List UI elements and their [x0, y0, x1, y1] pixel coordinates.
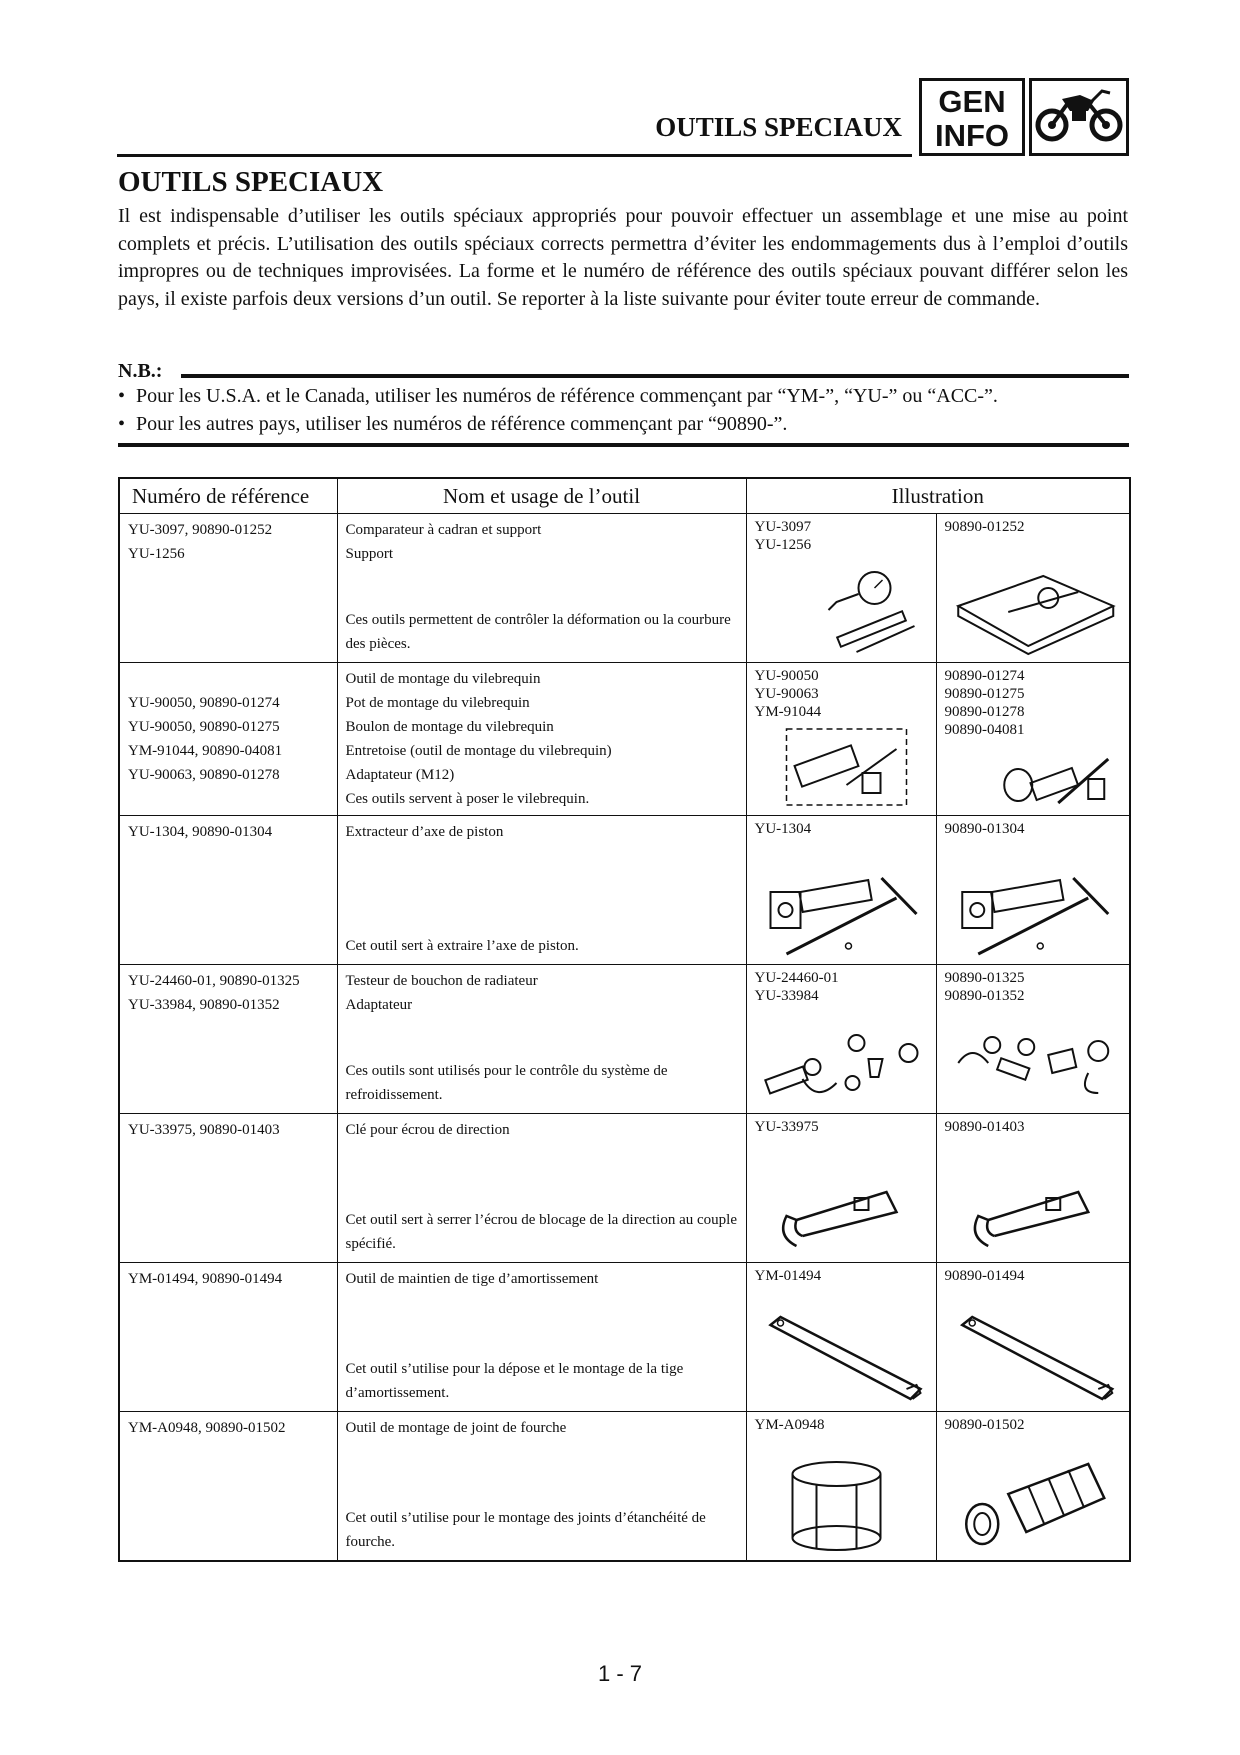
ref-number: YU-3097, 90890-01252	[128, 522, 273, 538]
motorcycle-icon	[1032, 81, 1126, 153]
ref-cell	[119, 965, 337, 1114]
tool-name: Clé pour écrou de direction	[345, 1122, 510, 1138]
illustration-cell	[936, 816, 1130, 965]
tool-usage: Cet outil sert à serrer l’écrou de blocage de la direction au couple spécifié.	[345, 1212, 737, 1252]
badge-line1: GEN	[938, 84, 1006, 119]
tool-name: Testeur de bouchon de radiateur	[345, 973, 538, 989]
tool-name: Support	[345, 546, 394, 562]
dial-gauge-icon	[753, 566, 930, 656]
header-title: OUTILS SPECIAUX	[655, 112, 902, 142]
ref-number: YM-91044, 90890-04081	[128, 743, 283, 759]
illustration-codes: YU-90050 YU-90063 YM-91044	[754, 668, 822, 720]
tool-name: Outil de montage du vilebrequin	[345, 671, 541, 687]
note-rule	[181, 374, 1129, 378]
ref-cell	[119, 514, 337, 663]
note-label: N.B.:	[118, 360, 163, 382]
piston-pin-puller-icon	[753, 858, 930, 958]
tool-usage: Ces outils sont utilisés pour le contrôle du système de refroidissement.	[345, 1063, 668, 1103]
ref-cell	[119, 663, 337, 816]
name-cell	[337, 514, 746, 663]
tool-usage: Cet outil s’utilise pour le montage des joints d’étanchéité de fourche.	[345, 1509, 706, 1550]
table-row	[119, 1114, 1130, 1263]
tool-name: Outil de montage de joint de fourche	[345, 1420, 567, 1436]
name-cell	[337, 1412, 746, 1561]
ref-number: YU-1256	[128, 546, 185, 562]
tool-name: Adaptateur	[345, 997, 413, 1013]
name-cell	[337, 965, 746, 1114]
illustration-codes: YU-3097 YU-1256	[754, 519, 812, 553]
ref-number: YU-33975, 90890-01403	[128, 1122, 280, 1138]
ref-cell	[119, 1263, 337, 1412]
note-item: • Pour les U.S.A. et le Canada, utiliser les numéros de référence commençant par “YM-”, “YU-” ou “ACC-”.	[118, 382, 998, 410]
header-illustration: Illustration	[746, 478, 1130, 514]
illustration-cell	[746, 1412, 936, 1561]
tool-usage: Ces outils servent à poser le vilebrequin.	[345, 791, 590, 807]
illustration-cell	[936, 1263, 1130, 1412]
illustration-cell	[746, 1114, 936, 1263]
intro-paragraph: Il est indispensable d’utiliser les outils spéciaux appropriés pour pouvoir effectuer un assemblage et une mise au point complets et précis. L’utilisation des outils spéciaux corrects permettra d’éviter les endommagements dus à l’emploi d’outils impropres ou de techniques improvisées. La forme et le numéro de référence des outils spéciaux pouvant différer selon les pays, il existe parfois deux versions d’un outil. Se reporter à la liste suivante pour éviter toute erreur de commande.	[118, 205, 1128, 310]
section-title: OUTILS SPECIAUX	[118, 166, 384, 198]
tool-usage: Cet outil sert à extraire l’axe de piston.	[345, 938, 579, 954]
header-rule	[117, 154, 912, 157]
illustration-cell	[746, 816, 936, 965]
illustration-cell	[746, 514, 936, 663]
table-row	[119, 1263, 1130, 1412]
ref-number: YU-90050, 90890-01274	[128, 695, 280, 711]
badge-line2: INFO	[934, 118, 1010, 153]
illustration-codes: 90890-01403	[944, 1119, 1025, 1135]
table-row	[119, 816, 1130, 965]
table-row	[119, 514, 1130, 663]
note-end-rule	[118, 443, 1129, 447]
ref-number: YU-33984, 90890-01352	[128, 997, 280, 1013]
radiator-cap-tester-icon	[943, 1023, 1124, 1107]
steering-nut-wrench-icon	[943, 1176, 1124, 1256]
illustration-cell	[746, 965, 936, 1114]
illustration-cell	[746, 663, 936, 816]
illustration-cell	[936, 663, 1130, 816]
name-cell	[337, 1263, 746, 1412]
gen-info-badge	[919, 78, 1025, 156]
illustration-cell	[936, 965, 1130, 1114]
name-cell	[337, 1114, 746, 1263]
illustration-codes: 90890-01494	[944, 1268, 1025, 1284]
illustration-codes: 90890-01304	[944, 821, 1025, 837]
ref-cell	[119, 1412, 337, 1561]
illustration-codes: 90890-01502	[944, 1417, 1025, 1433]
tool-usage: Ces outils permettent de contrôler la déformation ou la courbure des pièces.	[345, 612, 731, 652]
steering-nut-wrench-icon	[753, 1176, 930, 1256]
tool-name: Boulon de montage du vilebrequin	[345, 719, 554, 735]
header-reference: Numéro de référence	[119, 478, 337, 514]
tool-name: Pot de montage du vilebrequin	[345, 695, 530, 711]
illustration-codes: YM-01494	[754, 1268, 822, 1284]
crankshaft-installer-icon	[943, 749, 1124, 809]
tool-name: Outil de maintien de tige d’amortissement	[345, 1271, 599, 1287]
dial-gauge-icon	[943, 556, 1124, 656]
crankshaft-installer-icon	[753, 725, 930, 809]
illustration-codes: YU-33975	[754, 1119, 819, 1135]
illustration-cell	[936, 514, 1130, 663]
table-row	[119, 663, 1130, 816]
piston-pin-puller-icon	[943, 858, 1124, 958]
header-name: Nom et usage de l’outil	[337, 478, 746, 514]
illustration-codes: YU-24460-01 YU-33984	[754, 970, 839, 1004]
damper-rod-holder-icon	[753, 1305, 930, 1405]
ref-number	[128, 667, 329, 691]
ref-number: YU-90063, 90890-01278	[128, 767, 280, 783]
fork-seal-driver-icon	[753, 1454, 930, 1554]
special-tools-table	[118, 477, 1131, 1562]
note-list	[118, 382, 998, 438]
ref-cell	[119, 816, 337, 965]
tool-name: Entretoise (outil de montage du vilebrequin)	[345, 743, 612, 759]
illustration-cell	[746, 1263, 936, 1412]
illustration-cell	[936, 1412, 1130, 1561]
ref-number: YU-1304, 90890-01304	[128, 824, 273, 840]
illustration-codes: YM-A0948	[754, 1417, 825, 1433]
illustration-codes: 90890-01325 90890-01352	[944, 970, 1025, 1004]
ref-number: YU-90050, 90890-01275	[128, 719, 280, 735]
tool-name: Comparateur à cadran et support	[345, 522, 542, 538]
table-row	[119, 1412, 1130, 1561]
fork-seal-driver-icon	[943, 1454, 1124, 1554]
motorcycle-badge	[1029, 78, 1129, 156]
ref-cell	[119, 1114, 337, 1263]
damper-rod-holder-icon	[943, 1305, 1124, 1405]
note-item: • Pour les autres pays, utiliser les numéros de référence commençant par “90890-”.	[118, 410, 998, 438]
illustration-codes: 90890-01252	[944, 519, 1025, 535]
illustration-codes: 90890-01274 90890-01275 90890-01278 90890-04081	[944, 668, 1025, 738]
ref-number: YU-24460-01, 90890-01325	[128, 973, 300, 989]
table-header-row	[119, 478, 1130, 514]
page-number: 1 - 7	[597, 1661, 643, 1686]
tool-name: Extracteur d’axe de piston	[345, 824, 504, 840]
name-cell	[337, 816, 746, 965]
table-row	[119, 965, 1130, 1114]
illustration-codes: YU-1304	[754, 821, 812, 837]
name-cell	[337, 663, 746, 816]
ref-number: YM-01494, 90890-01494	[128, 1271, 283, 1287]
tool-name: Adaptateur (M12)	[345, 767, 455, 783]
ref-number: YM-A0948, 90890-01502	[128, 1420, 286, 1436]
tool-usage: Cet outil s’utilise pour la dépose et le montage de la tige d’amortissement.	[345, 1361, 684, 1401]
radiator-cap-tester-icon	[753, 1023, 930, 1107]
illustration-cell	[936, 1114, 1130, 1263]
